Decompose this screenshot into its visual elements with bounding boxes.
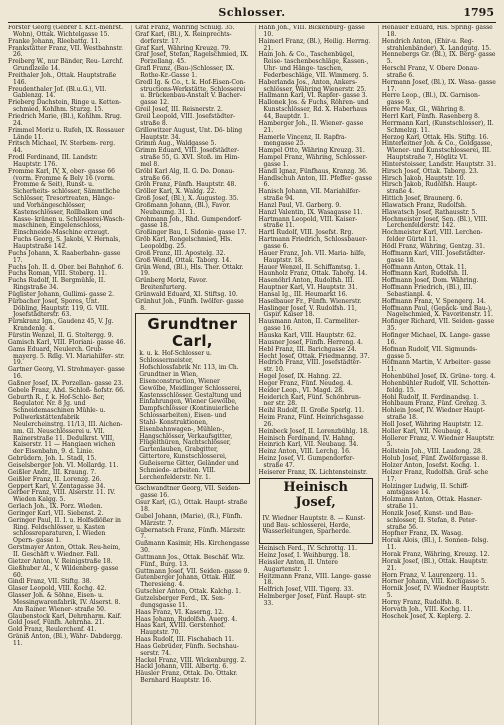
directory-entry: Horak Josef, (Bl.), Ottak. Hauptstr. 21. [381,557,488,572]
directory-entry: Hanisch Johann, VII. Mariahilfer- straße 94. [258,188,361,203]
directory-entry: Grimm Aug., Waldgasse 5. [135,140,217,148]
directory-entry: Haberlanda Jos., Anton, Ankers- schlösser, Währing Wienerstr. 25. [258,78,367,93]
directory-entry: Hebl Franz, III. Barichgasse 24. [258,345,357,353]
directory-entry: Fürbacher Josef, Spores, Unt. Döbling, Hauptstr. 119, G. VIII. Josefstädterstr. 63. [8,297,109,319]
directory-entry: Fuchs Rudolf, II. Bergmühle, II. Ringstraße 34. [8,277,106,292]
directory-entry: Hochmeister Josef, Sen. (Bl.), VIII. Lerchenfelderstr. 142. [381,215,488,230]
directory-entry: Heinisch Ferdinand, IV. Hahng. [258,434,355,442]
directory-entry: Horny Franz, Rudolfsh. 8. [381,598,462,606]
directory-entry: Hinterstoisser, Landstr. Hauptstr. 31. [381,160,496,168]
directory-entry: Gamisch Karl, VIII. Floriani- gasse 46. [8,338,126,346]
directory-entry: Haimerl Franz, (Bl.), Heilig. Herrng. 21. [258,37,371,52]
directory-entry: Hoffmann Josef, Dom. Währing. [381,277,479,285]
directory-entry: Hoffmann Karl, Rudolfsh. II. [381,270,469,278]
directory-entry: Hlawatsch Franz, Rudolfsh. [381,201,467,209]
directory-entry: Hofinger Michael, IX. Lange- gasse 16. [381,331,490,346]
directory-entry: Grimm Eduard, VIII. Josefstädter- straße 55, G. XVI. Stoß. im Him- mel 8. [135,147,240,168]
directory-entry: Herrmann Karl, (Kunstschlosser), II. Schmelzg. 11. [381,119,494,134]
directory-entry: Gerlach Joh., IX. Porz. Wieden. [8,503,103,511]
directory-entry: Geißler Franz, II. Lorenzg. 26. [8,475,102,483]
directory-entry: Heider Leop., VI. Magd. 28. [258,386,345,394]
page-title: Schlosser. [218,6,286,19]
directory-entry: Füglister Johann, Gullimi- gasse 2. [8,290,115,298]
directory-entry: Hauptner Karl, VI. Hauptstr. 31. [258,284,358,292]
directory-entry: Horvath Joh., VIII. Kochg. 11. [381,605,473,613]
directory-entry: Grohmann Joh., Rhd. Gumpendorf- gasse 18. [135,215,242,230]
directory-entry: Horner Johann, VIII. Kochgasse 5. [381,578,487,586]
directory-entry: Hackl Johann, VIII. Albertg. 6. [135,663,229,671]
directory-entry: Glasser Joh. & Söhne, Eisen- u. Messingwarenfabrik, IV. Alserst. 8. Am Rainer. Wiener- straße 50. [8,592,121,613]
directory-entry: Herre Leop., (Bl.), IX. Garnison- gasse 9. [381,92,480,107]
column-3 [255,25,373,725]
directory-entry: Glaubenstock Karl, Dehrnharm. Kaif. [8,612,122,620]
directory-entry: Frieberg Dachstein, Ringe u. Ketten- schmied, Kohlhm. Sturzg. 15. [8,99,122,114]
directory-entry: Forster Georg (Gebrer f. Kr.f.-mehrst. Wohn), Ottak. Wichtelgasse 15. [8,25,124,38]
ad-body: IV. Wiedner Hauptstr. 8. — Kunst- und Bau- schlosserei, Herde, Wasserleitungen, Sparherde. [262,514,366,536]
directory-entry: Gräniß Anton, (Bl.), Währ- Dabdergg. 11. [8,633,123,647]
directory-entry: Hollstein Joh., VIII. Laudong. 28. [381,448,483,456]
directory-entry: Haas Karl, XVIII. Gerstenhof. Hauptstr. 70. [135,622,226,637]
directory-entry: Holl Josef, Währing Hauptstr. 12. [381,420,484,428]
directory-entry: Frimmel Moriz u. Rufeh, IX. Rossauer Lände 11. [8,126,125,141]
directory-entry: Herre Max, Gl., Währing 8. [381,106,465,114]
directory-entry: Gröbl Karl Alg, II. G. Do. Donau- straße 66. [135,167,235,182]
directory-entry: Hirsch Josef, Ottak. Taborg. 23. [381,167,479,175]
directory-entry: Hendrich Anton, (Ehir-u. Reg- strahlenbänder), X. Landgutg. 15. [381,37,492,52]
directory-entry: Hallmann Karl, VI. Rapfer- gasse 3. [258,92,368,100]
directory-entry: Frodl Ferdinand, III. Landstr. Hauptstr. 176. [8,154,98,168]
directory-entry: Hittich Josef, Braunerg. 6. [381,195,463,203]
columns [8,25,496,725]
directory-entry: Hain Joh. & Co., Taschenbügel, Reise- taschenbeschläge, Kassen-, Uhr- und Hänge- taschen, Federbeschläge, VII. Wimmerg. 5. [258,51,369,79]
directory-entry: Hinterleitner Joh. & Co., Goldgasse, Wiener- und Kunstschlosserei, III. Hauptstraße 7, Höglitz VI. [381,140,493,162]
directory-entry: Haslinger Josef, V. Rudolfsh. 11, Gspir. Kaiser 18. [258,304,357,319]
directory-entry: Geburth R., f. k. Hof-Schlo- ßer, Regulator. Nr. 8 Jg. und Schneidemaschinen Mühle- u. Pollwerkstättenfabrik Neulercheinstrg. 11/13, III. Aichen- nm. Gl. Neuschlösserei u. VII. Rainerstraße 11. Dedulkrst. VIII, Kaiserstr. 11 — Hangiaen wichen der Eisenbahn, 9. d. Linie. [8,393,123,456]
directory-entry: Guttmann Josef, VII. Seiden- gasse 9. [135,567,250,575]
directory-entry: Greil Josef, III. Reisnerstr. 2. [135,106,223,114]
directory-entry: Gerstmayer Anton, Ottak. Reu-heim, II. Geschäft v. Wiedner. Fall. [8,544,121,558]
directory-entry: Guttmann Jos., Ottak. Beschäf. Wlz. Fünf., Burg. 13. [135,553,245,568]
directory-entry: Hoschek Josef, X. Keplerg. 2. [381,612,471,620]
directory-entry: Hampel Otto, Währing Kreuzg. 31. [258,147,365,155]
directory-entry: Haas Rudolf, III. Fischabach 11. [135,636,234,644]
directory-entry: Greil Leopold, VIII. Josefstädter- straße 8. [135,112,236,127]
directory-entry: Gold Franz, Reulerchenf. 41. [8,626,97,634]
directory-entry: Hohlbaum Franz, Fünf. Grenzg. 3. [381,400,487,408]
directory-entry: Gindl Franz, VII. Stiftg. 38. [8,578,92,586]
directory-entry: Heitzmann Franz, VIII. Lange- gasse 18. [258,572,372,587]
directory-entry: Hecht Josef, Ottak. Friedmanng. 37. [258,352,370,360]
directory-entry: Gutenberger Johann, Ottak. Hilf. Theresieng. 4. [135,574,236,589]
directory-entry: Haas Gebrüder, Fünfh. Sechshau- serstr. 74. [135,642,239,657]
column-1 [8,25,126,725]
directory-entry: Freithaler Joh., Ottak. Hauptstraße 146. [8,71,117,86]
directory-entry: Geiselsberger Joh. VI. Mollardg. 11. [8,462,119,469]
directory-entry: Heissler Anton, II. Untere Augartenstr. 1. [258,558,338,573]
directory-entry: Hauer Wenzel, II. Schiffamtsg. 1. [258,263,361,271]
directory-entry: Gold Josef, Fünfh. Aehrnha. 21. [8,619,105,627]
directory-entry: Hoffmann Anton, Ottak. 11. [381,263,467,271]
directory-entry: Holzmann Anton, Ottak. Hasner- straße 11. [381,496,483,511]
directory-entry: Hahn Joh., VIII. Bickenburg- gasse 10. [258,25,365,38]
directory-entry: Gröb Karl, Rongelschmied, Hls. Leopoldbg. 25. [135,236,233,250]
directory-entry: Hartmann Friedrich, Schlossbauer- gasse 6. [258,236,368,250]
directory-entry: Franke Johann, Rleebattg. 11. [8,37,101,45]
directory-entry: Freudenthaler Jof. (Bl.u.G.), VII. Gablenzg. 14. [8,85,107,100]
directory-entry: Gutzelsberger Ferd., IX. Sen- dungsgasse 11. [135,594,225,609]
directory-entry: Hartmann Leopold, VIII. Kaiser- straße 11. [258,215,358,230]
directory-entry: Hausner Josef, Fünfh. Herreng. 4. [258,338,363,346]
directory-entry: Glaser Leopold, VIII. Kochg. 42. [8,585,107,593]
directory-entry: Friedrich Marie, (Bl.), Kohlhm. Rrug. 24. [8,112,122,127]
page-header [8,6,496,23]
directory-entry: Fritsch Michael, IV. Sterbem- rerg. 44. [8,140,116,155]
directory-entry: Hödl Franz, Währing, Gentzg. 31. [381,243,485,250]
directory-entry: Gams Eduard, Neulerch. Grub- mayerg. 5. Rdlg. VI. Mariahilfer- str. 19. [8,345,125,367]
directory-entry: Hohenbühler Rudolf, VII. Schotten- feldg. 15. [381,379,491,394]
directory-entry: Haselbauer Fr., Fünfh. Wienerstr. [258,297,362,305]
directory-entry: Frankstätter Franz, VII. Westbahnstr. 26. [8,44,124,59]
directory-entry: Freiberg W., nur Bänder, Reu- Lerchf. Grundlzeile 14. [8,58,124,73]
directory-entry: Gutschier Anton, Ottak. Kalchg. 1. [135,588,241,596]
directory-entry: Hartl Rudolf, VIII. Josefst. Rrg. [258,229,354,237]
directory-entry: Graf Karl, (Bl.), X. Reinprechts- dorferstr. 17. [135,30,232,45]
directory-entry: Grünhut Joh., Fünfh. Iwölfer- gasse 8. [135,297,244,312]
column-2 [131,25,249,725]
directory-entry: Grillowitzer August, Unt. Dö- bling Hauptstr. 34. [135,126,243,141]
directory-entry: Graf Karl, Währing Kreuzg. 79. [135,44,231,52]
directory-entry: Hansal Ig., III. Heumarkt 16. [258,290,348,298]
directory-entry: Holzer Anton, Josefst. Kochg. 1. [381,462,480,469]
directory-entry: Gußmann Kasimir, Hls. Kirchengasse 30. [135,540,250,555]
directory-entry: Geppert Karl, V. Zentagasse 34. [8,482,106,490]
directory-entry: Hohenbühel Josef, IX. Grüne- torg. 4. [381,373,496,381]
directory-entry: Fürstin Wenzel, II. G. Stoltergg. 9. [8,331,114,339]
directory-entry: Hirsch Jakob, Rudolfsh. Haupt- straße 4. [381,181,478,196]
directory-entry: Groß Franz, III. Apostelg. 32. [135,249,226,257]
directory-entry: Hoffmann Karl, VIII. Josefstädter- gasse 18. [381,249,486,264]
directory-entry: Heihl Rudolf, II. Große Sperlg. 11. [258,407,365,415]
directory-entry: Häusler Franz, Ottak. Do. Ottakr. Bernhard Hauptstr. 16. [135,670,238,685]
directory-entry: Heiderich Karl, Fünf. Schönbrun- ner str. 28. [258,393,361,408]
directory-entry: Hofinger Richard, VII. Seiden- gasse 35. [381,318,495,333]
directory-entry: Helfrich Josef, VIII. Tigerg. 33. [258,586,354,594]
directory-entry: Honzik Josef, Kunst- und Bau- schlosser, II. Stefan, 8. Peter- straße 56. [381,509,477,531]
directory-entry: Handlschuh Anton, III. Pfeffer- gasse 6. [258,174,373,189]
directory-entry: Gerber Franz, VIII. Alserstr. 11. IV. Wieden Kalgg. 5. [8,489,116,504]
directory-entry: Hlawatsch Josef, Rathausstr. 5. [381,208,478,216]
directory-entry: Gießhuber Al., V. Wildenberg- gasse 60. [8,564,119,579]
directory-entry: Grafl Franz, (Bau-)Schlosser, IX. Rothe-Kr.-Gasse 1. [135,65,235,79]
directory-entry: Hohl Rudolf, II. Ferdinandsg. 1. [381,393,479,401]
directory-entry: Hallonek Jos. & Fuchs, Röhren- und Kunstschlösser, Rd. X. Haberhaus 44, Bauptdr. 1. [258,99,369,120]
column-4 [378,25,496,725]
directory-entry: Hegel Josef, IX. Hahng. 22. [258,373,342,381]
directory-entry: Großmann Johann, (Bl.), Favor. Neubaumg. 31. 1. [135,201,231,216]
directory-entry: Hamerle Vincenz, II. Rapfra- mengasse 25. [258,133,347,148]
directory-entry: Hornik Josef, IV. Wiedner Hauptstr. 5. [381,585,490,600]
directory-entry: Graf Franz, Währing Schulg. 35. [135,25,235,31]
directory-entry: Holler Karl, VII. Neubaug. 4. [381,427,471,435]
directory-entry: Hedrich Franz, VIII. Josefstädter- str. 10. [258,359,362,374]
ad-name: Heinisch Josef, [283,479,348,510]
directory-entry: Hampel Franz, Währing, Schlosser- gasse 1. [258,154,368,168]
directory-entry: Fürnkranz Ign., Gaudenz 45, V. Jg. Krandenlg. 4. [8,318,114,333]
directory-entry: Hauska Karl, VIII. Hauptstr. 62. [258,331,357,339]
directory-entry: Hohlein Josef, IV. Wiedner Haupt- straße 18. [381,407,485,422]
directory-entry: Fuchs Johann, X. Raaberbahn- gasse 17. [8,249,121,264]
directory-entry: Geringer Karl, VII. Siebenst. 2. [8,509,104,517]
directory-entry: Heinrich Karl, VII. Neubaug. 34. [258,441,359,449]
directory-entry: Hoffmann Paul, (Gepäck- und Bau-), Nagelschmied, X. Favoritenstr. 11. [381,304,493,319]
directory-entry: Fuchs Roman, VIII. Stoberg. 11. [8,270,107,278]
directory-entry: Gebrüdern, Joh. L. Stadl, 15. [8,455,97,463]
directory-entry: Gubel Johann, (Marie), (R.), Fünfh. Märzstr. 7. [135,512,243,527]
directory-entry: Hennebergs Gr. (Bl.), IX. Berg- gasse 5. [381,51,496,66]
directory-entry: Hirsch Jakob, Hauptstr. 10. [381,174,466,182]
directory-entry: Heinz Josef, VI. Gumpendorfer- straße 47. [258,455,355,469]
directory-entry: Hasenöhrl Anton, Rudolfsh. III. [258,277,355,285]
directory-entry: Gröh Franz, Fünfh. Hauptstr. 48. [135,181,237,189]
directory-entry: Hanzl Paul, VI. Garberg. 9. [258,201,342,209]
directory-entry: Gschwandtner Georg, VII. Seiden- gasse 16. [135,485,241,500]
directory-entry: Gebele Franz, Ahd. Schloß- hofstr. 66. [8,386,125,394]
directory-entry: Groß Wendl, Ottak. Taborg. 14. [135,256,232,264]
directory-entry: Haas Franz, VI. Kaserng. 12. [135,608,224,616]
directory-entry: Grün Wend, (Bl.), Hls. Ther. Ottakr. 19. [135,263,244,278]
directory-entry: Gröller Karl, X. Waldg. 22. [135,188,217,196]
directory-entry: Hackel Franz, VIII. Wickenburgg. 2. [135,656,247,664]
directory-entry: Hofman Rudolf, VII. Sigmunds- gasse 5. [381,345,478,360]
directory-entry: Hoffmann Friedrich, (Bl.), III. Sebastianpl. 4. [381,284,473,298]
display-ad-grundtner [135,313,249,484]
directory-entry: Gietzer Anton, V. Reinigstraße 18. [8,557,113,565]
directory-entry: Heim Franz, Fünf. Heinrichsgasse 26. [258,414,364,428]
directory-entry: Horn Franz, V. Laurenzerg. 11. [381,571,478,579]
directory-entry: Groß Josef, (Bl.), X. Augusteg. 35. [135,195,239,203]
directory-entry: Großinger Bau, I. Sidonie- gasse 17. [135,229,247,237]
page-number: 1795 [463,6,494,19]
directory-entry: Horak Franz, Währing, Kreuzg. 12. [381,550,490,558]
directory-entry: Gartner Georg, VI. Strohmayer- gasse 16. [8,366,125,381]
directory-entry: Henauer Eduard, Hls. Spring- gasse 18. [381,25,493,38]
directory-entry: Hopfner Franz, IX. Wasag. [381,530,464,538]
ad-body: k. u. k. Hof-Schlosser u. Schlossermeister, Hofschlossfabrik Nr. 113, im Ch. Grundtner in Wien, Eisenconstruction, Wiener Gewölbe, Meidlinger Schlosserei, Kastensschlösser. Gestaltung und Einfahrungen, Wiener Gewölbe, Dampfschlösser (Kontinuierliche Schlossarbeiten), Eisen- und Stahl- Konstruktionen, Eisenbahnwagen-, Mühlen-, Hangschlösser, Verkaufsgitter, Flügelthüren, Nachtschlösser, Gartenlauben, Grabgitter, Gittertore, Kunstschlosserei, Gußeiserne Gitter, Geländer und Schmiede- arbeiten. VIII. Lerchenfelderstr. Nr. 1. [139,350,242,481]
directory-entry: Horak Alois, (Bl.), I. Sonnen- felsg. 11. [381,537,489,552]
directory-entry: Hanzl Valentin, IX. Wasagasse 11. [258,208,363,216]
directory-entry: Hauer Franz, Joh. VII. Maria- hilfe, Hauptstr. 18. [258,249,366,264]
directory-entry: Gsur Karl, (G.), Ottak. Haupt- straße 18. [135,499,248,513]
directory-entry: Hochmeister Karl, VIII. Lerchen- felder Gürtel 11. [381,229,483,244]
directory-entry: Heger Franz, Fünf. Neudeg. 4. [258,379,353,387]
directory-entry: Hermann Josef, (Bl.), IX. Wasa- gasse 17. [381,78,496,93]
directory-entry: Hollerer Franz, V. Wiedner Hauptstr. 5. [381,434,495,449]
directory-entry: Hoffmann Franz, V. Spengerg. 14. [381,297,486,305]
directory-entry: Gaßner Josef, IX. Porzellan- gasse 23. [8,379,124,387]
directory-entry: Holub Josef, Fünf. Zwölfergasse 8. [381,455,488,463]
directory-entry: Hamberger Joh., II. Wiener- gasse 21. [258,119,364,134]
directory-entry: Helmberger Josef, Fünf. Haupt- str. 33. [258,593,367,607]
directory-entry: Geringer Paul, II. I. u. Holfsdlößer in Ring. Feldschlösser, u. Kasten schlossreparaturen, I. Wieden Opern- gasse 1. [8,516,121,545]
directory-entry: Heinz Anton, VIII. Lerchg. 16. [258,448,351,456]
directory-entry: Haunholz Franz, Ottak. Taborg. 14. [258,270,368,278]
directory-entry: Hausmann Anton, II. Carmeliter- gasse 16. [258,318,360,333]
directory-entry: Fromme Karl, IV, X, ober- gasse 66 (vorm. Fromme & Bely 16 (vorm. Fromme & Seit), Runst- u. Sicherheits- schlösser, Sämmtliche Schlösser, Tresortreaten, Hänge- und Vorhängeschlösser, Kastenschlösser, Rollbalken und Kasse- kränen u. Schlösserei-Wasch- maschinen, Eingelenschloss, Einschneide-Maschine erzeugt. Fuchs Georg, S. Jakobi, V. Hernals, Hauptstraße 142. [8,167,125,250]
directory-entry: Holzinger Ludwig, II. Schiff- amtsgasse 14. [381,482,469,497]
directory-entry: Heinbeck Josef, II. Lorenzbühlg. 18. [258,427,369,435]
directory-entry: Haas Johann, Rudolfsh. Auerg. 4. [135,615,238,623]
directory-entry: Handl Ignaz, Fünfhaus, Kranzg. 36. [258,167,368,175]
directory-entry: Herzog Karl, Ottak. Hls. Stiftg. 16. [381,133,489,141]
directory-entry: Herschl Franz, V. Obere Donau- straße 6. [381,65,480,79]
directory-entry: Holzer Franz, Rudolfsh. Graf- sche 17. [381,468,489,483]
display-ad-heinisch [259,478,373,545]
directory-entry: Heinisch Ferd., IV. Schrottg. 11. [258,545,358,553]
directory-entry: Fuchs Joh. II. d. Ober. bei Bahnhof. 6. [8,263,124,271]
directory-entry: Heinz Josef, I. Weihburgg. 18. [258,552,351,560]
directory-entry: Gredl Ig. & Co., t. k. Hof-Eisen-Con- structions-Werkstätte, Schlosserei u. Brückenbau-Anstalt V. Bacher- gasse 12. [135,78,246,107]
directory-entry: Grünberg Moriz, Favor. Breitenfurterg. [135,277,208,292]
directory-entry: Herrl Karl, Fünfh. Rasenberg 8. [381,112,480,120]
directory-entry: Hofmann Martin, V. Arbeiter- gasse 11. [381,359,491,374]
ad-name: Grundtner Carl, [147,315,238,351]
directory-entry: Heiserer Franz, IX. Lichtensteinstr. [258,468,368,476]
directory-entry: Grünwald Eduard, XI. Stiftsg. 10. [135,290,238,298]
directory-entry: Gubernatsch Franz, Fünfh. Märzstr. 7. [135,526,246,541]
directory-entry: Geißler Andr., III. Kraung. 7. [8,468,97,476]
directory-entry: Graf Josef, Stefan, Ragelschmied, IX. Porzellang. 45. [135,51,249,66]
